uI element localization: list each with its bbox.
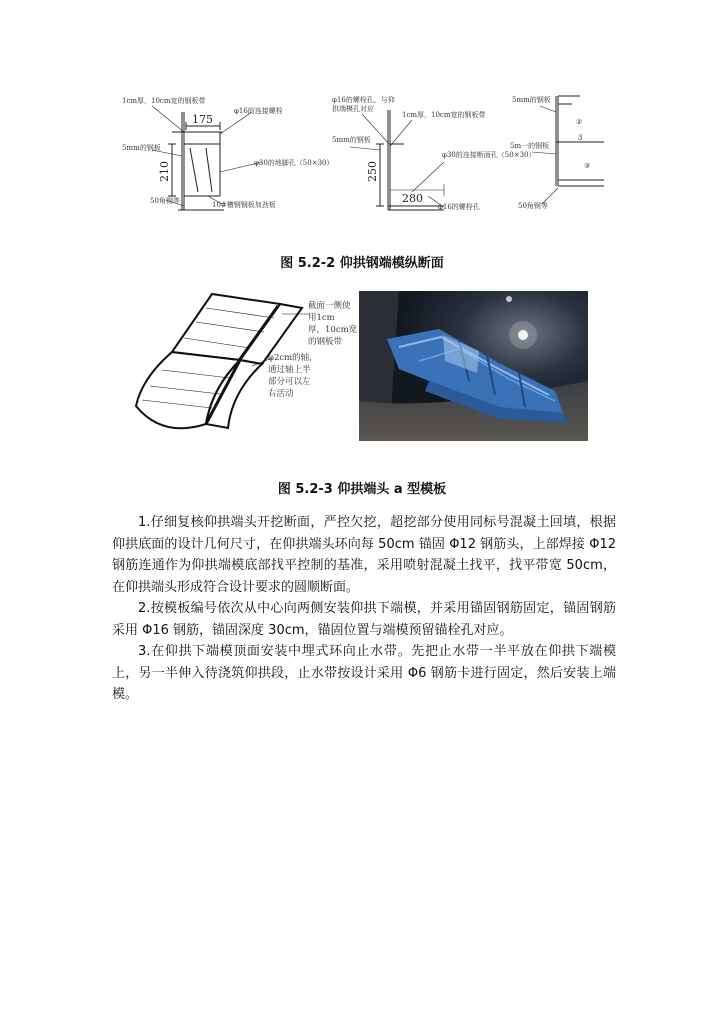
paragraph-2: 2.按模板编号依次从中心向两侧安装仰拱下端模，并采用锚固钢筋固定，锚固钢筋采用 Φ16 钢筋，锚固深度 30cm，锚固位置与端模预留锚栓孔对应。 [112,601,616,638]
mid-label-hole-top-2: 拱端模孔对应 [332,105,374,113]
left-label-band: 1cm厚，10cm宽的钢板带 [122,97,206,105]
left-label-bolt: φ16的连接螺栓 [234,107,283,115]
left-label-hole: φ30的地脚孔（50×30） [254,159,334,167]
left-label-angle: 50角钢等 [150,197,180,205]
right-callout-3-plain: 3 [578,134,583,142]
middle-section-detail [350,110,444,210]
formwork-site-photo [359,291,588,441]
left-dim-width: 175 [192,113,213,126]
figure-longitudinal-section [112,92,616,216]
figure2-caption: 图 5.2-3 仰拱端头 a 型模板 [277,482,447,497]
formwork-annotation-band: 截面一侧使 用1cm 厚，10cm宽 的钢板带 [308,301,358,347]
formwork-annotation-axis: φ2cm的轴， 通过轴上半 部分可以左 右活动 [268,353,318,399]
right-label-plate: 5mm的钢板 [512,96,551,104]
right-label-angle: 50角钢等 [518,202,548,210]
mid-label-plate: 5mm的钢板 [332,136,371,144]
paragraph-3: 3.在仰拱下端模顶面安装中埋式环向止水带。先把止水带一半平放在仰拱下端模上，另一半伸入待浇筑仰拱段，止水带按设计采用 Φ6 钢筋卡进行固定，然后安装上端模。 [112,644,616,702]
figure1-caption: 图 5.2-2 仰拱钢端模纵断面 [280,256,444,271]
right-callout-2: ② [576,118,583,126]
mid-dim-height: 250 [366,161,379,182]
mid-dim-width: 280 [402,192,423,205]
mid-label-hole: φ30的连接断面孔（50×30） [442,151,536,159]
mid-label-hole-top: φ16的螺栓孔，与仰 [332,96,395,104]
right-callout-3: ③ [584,162,591,170]
right-label-plate-2: 5m一的钢板 [510,142,550,150]
left-label-bottom: 10#槽钢钢板加劲板 [212,201,276,209]
paragraph-1: 1.仔细复核仰拱端头开挖断面，严控欠挖，超挖部分使用同标号混凝土回填，根据仰拱底面的设计几何尺寸，在仰拱端头环向每 50cm 锚固 Φ12 钢筋头，上部焊接 Φ12 钢筋连通作为仰拱端模底部找平控制的基准，采用喷射混凝土找平，找平带宽 50cm，在仰拱端头形成符合设计要求的圆顺断面。 [112,515,616,595]
left-label-plate: 5mm的钢板 [122,144,161,152]
mid-label-bolt: φ16的螺栓孔 [438,203,480,211]
mid-label-band: 1cm厚，10cm宽的钢板带 [402,111,486,119]
right-section-detail [532,96,604,204]
procedure-text [112,512,616,706]
left-dim-height: 210 [158,161,171,182]
